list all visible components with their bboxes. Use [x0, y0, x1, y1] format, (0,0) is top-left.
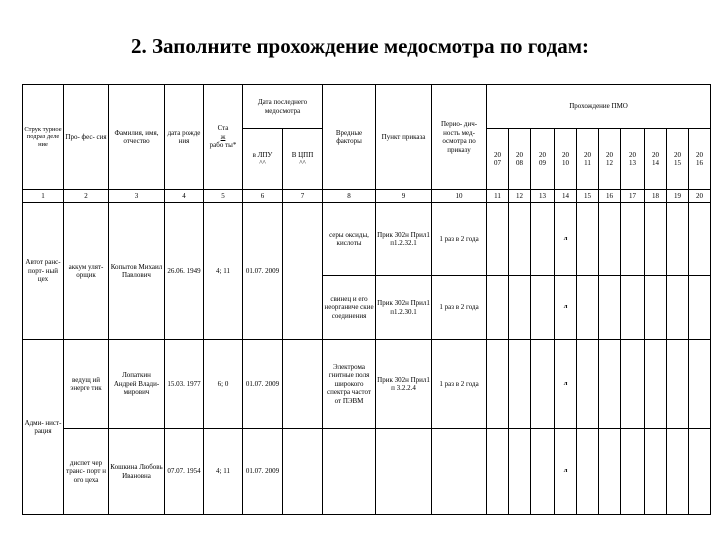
header-last-exam-cpp — [283, 129, 323, 190]
hazard-period: 1 раз в 2 года — [432, 340, 487, 429]
header-pmo: Прохождение ПМО — [487, 85, 711, 129]
col-number: 10 — [432, 190, 487, 203]
pmo-mark: л — [555, 276, 577, 340]
person-name: Кошкина Любовь Ивановна — [109, 429, 165, 515]
person-name: Лопаткин Андрей Влади- мирович — [109, 340, 165, 429]
col-number: 12 — [509, 190, 531, 203]
person-exam-date: 01.07. 2009 — [243, 429, 283, 515]
year-label: 2008 — [516, 150, 524, 167]
year-header — [667, 129, 689, 190]
pmo-cell — [645, 203, 667, 276]
pmo-cell — [621, 340, 645, 429]
col-number: 4 — [165, 190, 204, 203]
col-number: 14 — [555, 190, 577, 203]
header-full-name: Фамилия, имя, отчество — [109, 85, 165, 190]
person-exam-date: 01.07. 2009 — [243, 203, 283, 340]
pmo-cell — [531, 276, 555, 340]
person-exam-date: 01.07. 2009 — [243, 340, 283, 429]
header-periodicity: Перио- дич- ность мед- осмотра по приказу — [432, 85, 487, 190]
person-exam-cpp — [283, 203, 323, 340]
col-number: 13 — [531, 190, 555, 203]
hazard-order: Прик 302н Прил1 п 3.2.2.4 — [376, 340, 432, 429]
year-label: 2011 — [584, 150, 592, 167]
header-last-exam-date: Дата последнего медосмотра — [243, 85, 323, 129]
pmo-cell — [689, 203, 711, 276]
pmo-cell — [577, 340, 599, 429]
col-number: 8 — [323, 190, 376, 203]
year-header — [487, 129, 509, 190]
year-label: 2010 — [562, 150, 570, 167]
header-hazards: Вредные факторы — [323, 85, 376, 190]
year-header — [577, 129, 599, 190]
pmo-mark: л — [555, 429, 577, 515]
year-header — [599, 129, 621, 190]
pmo-cell — [599, 429, 621, 515]
pmo-cell — [667, 276, 689, 340]
medical-exam-table — [22, 84, 711, 515]
year-label: 2014 — [652, 150, 660, 167]
pmo-cell — [531, 203, 555, 276]
pmo-cell — [531, 429, 555, 515]
hazard-period: 1 раз в 2 года — [432, 203, 487, 276]
year-label: 2012 — [606, 150, 614, 167]
hazard-order — [376, 429, 432, 515]
header-profession: Про- фес- сия — [64, 85, 109, 190]
header-structural-unit: Струк турное подраз деле ние — [23, 85, 64, 190]
col-number: 18 — [645, 190, 667, 203]
pmo-cell — [487, 429, 509, 515]
col-number: 19 — [667, 190, 689, 203]
work-experience-suffix: рабо ты* — [209, 141, 237, 150]
col-number: 7 — [283, 190, 323, 203]
col-number: 1 — [23, 190, 64, 203]
page-title: 2. Заполните прохождение медосмотра по годам: — [130, 34, 590, 58]
pmo-cell — [599, 340, 621, 429]
pmo-cell — [667, 340, 689, 429]
pmo-cell — [487, 203, 509, 276]
col-number: 11 — [487, 190, 509, 203]
pmo-cell — [599, 203, 621, 276]
col-number: 5 — [204, 190, 243, 203]
pmo-cell — [487, 276, 509, 340]
pmo-cell — [531, 340, 555, 429]
hazard-order: Прик 302н Прил1 п1.2.32.1 — [376, 203, 432, 276]
col-number: 20 — [689, 190, 711, 203]
pmo-cell — [509, 340, 531, 429]
header-birth-date: дата рожде ния — [165, 85, 204, 190]
pmo-mark: л — [555, 340, 577, 429]
hazard-factor: свинец и его неорганиче ские соединения — [323, 276, 376, 340]
person-experience: 6; 0 — [204, 340, 243, 429]
year-header — [555, 129, 577, 190]
hazard-factor: серы оксиды, кислоты — [323, 203, 376, 276]
col-number: 2 — [64, 190, 109, 203]
pmo-cell — [599, 276, 621, 340]
pmo-cell — [577, 276, 599, 340]
col-number: 3 — [109, 190, 165, 203]
work-experience-underlined: ж — [220, 132, 226, 141]
hazard-factor: Электрома гнитные поля широкого спектра частот от ПЭВМ — [323, 340, 376, 429]
person-profession: ведущ ий энерге тик — [64, 340, 109, 429]
pmo-cell — [577, 203, 599, 276]
person-birth-date: 07.07. 1954 — [165, 429, 204, 515]
header-order-item: Пункт приказа — [376, 85, 432, 190]
year-label: 2016 — [696, 150, 704, 167]
person-name: Копытов Михаил Павлович — [109, 203, 165, 340]
year-label: 2007 — [494, 150, 502, 167]
year-header — [531, 129, 555, 190]
col-number: 16 — [599, 190, 621, 203]
unit-administration: Адми- нист- рация — [23, 340, 64, 515]
hazard-order: Прик 302н Прил1 п1.2.30.1 — [376, 276, 432, 340]
pmo-cell — [509, 276, 531, 340]
year-header — [689, 129, 711, 190]
year-header — [645, 129, 667, 190]
pmo-cell — [509, 203, 531, 276]
year-header — [621, 129, 645, 190]
pmo-mark: л — [555, 203, 577, 276]
last-exam-cpp-mark: ^^ — [299, 159, 306, 167]
hazard-factor — [323, 429, 376, 515]
year-label: 2015 — [674, 150, 682, 167]
pmo-cell — [689, 276, 711, 340]
pmo-cell — [689, 340, 711, 429]
pmo-cell — [645, 340, 667, 429]
work-experience-prefix: Ста — [217, 124, 229, 133]
person-exam-cpp — [283, 340, 323, 429]
col-number: 9 — [376, 190, 432, 203]
pmo-cell — [621, 276, 645, 340]
pmo-cell — [645, 429, 667, 515]
pmo-cell — [509, 429, 531, 515]
person-experience: 4; 11 — [204, 203, 243, 340]
pmo-cell — [621, 203, 645, 276]
year-header — [509, 129, 531, 190]
col-number: 6 — [243, 190, 283, 203]
person-profession: аккум улят- орщик — [64, 203, 109, 340]
pmo-cell — [645, 276, 667, 340]
col-number: 15 — [577, 190, 599, 203]
hazard-period — [432, 429, 487, 515]
hazard-period: 1 раз в 2 года — [432, 276, 487, 340]
pmo-cell — [667, 203, 689, 276]
person-profession: диспет чер транс- порт н ого цеха — [64, 429, 109, 515]
pmo-cell — [621, 429, 645, 515]
last-exam-cpp-label: В ЦПП — [291, 150, 314, 159]
header-last-exam-lpu — [243, 129, 283, 190]
pmo-cell — [487, 340, 509, 429]
year-label: 2009 — [539, 150, 547, 167]
col-number: 17 — [621, 190, 645, 203]
person-birth-date: 15.03. 1977 — [165, 340, 204, 429]
header-work-experience — [204, 85, 243, 190]
pmo-cell — [667, 429, 689, 515]
person-experience: 4; 11 — [204, 429, 243, 515]
person-birth-date: 26.06. 1949 — [165, 203, 204, 340]
year-label: 2013 — [629, 150, 637, 167]
unit-auto-transport: Автот ранс- порт- ный цех — [23, 203, 64, 340]
person-exam-cpp — [283, 429, 323, 515]
pmo-cell — [689, 429, 711, 515]
last-exam-lpu-label: в ЛПУ — [252, 150, 273, 159]
last-exam-lpu-mark: ^^ — [259, 159, 266, 167]
pmo-cell — [577, 429, 599, 515]
